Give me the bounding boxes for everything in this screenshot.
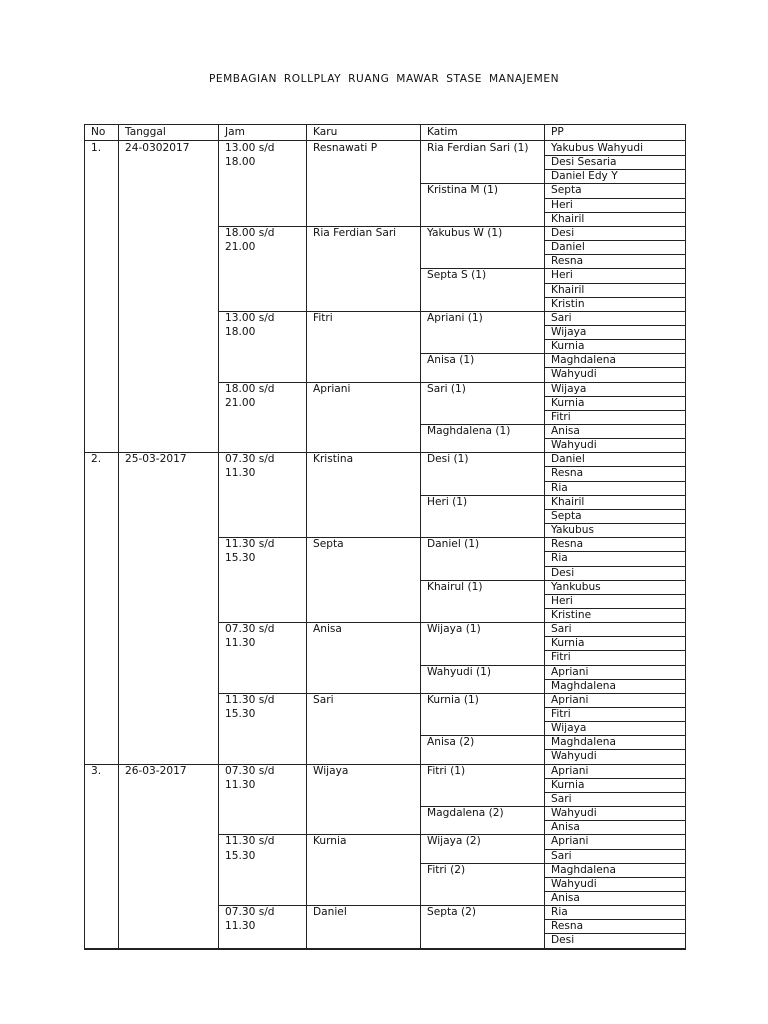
katim-cell: Septa S (1): [427, 269, 487, 282]
katim-cell: Magdalena (2): [427, 807, 504, 820]
pp-cell: Apriani: [551, 764, 589, 777]
pp-cell: Kristine: [551, 608, 592, 621]
pp-cell: Kurnia: [551, 396, 585, 409]
katim-cell: Wijaya (2): [427, 835, 481, 848]
karu-cell: Sari: [313, 693, 334, 706]
pp-cell: Sari: [551, 623, 572, 636]
pp-cell: Khairil: [551, 283, 585, 296]
katim-cell: Wahyudi (1): [427, 665, 492, 678]
pp-cell: Resna: [551, 255, 584, 268]
pp-cell: Maghdalena: [551, 679, 616, 692]
pp-cell: Sari: [551, 311, 572, 324]
time-end: 21.00: [225, 396, 256, 409]
katim-cell: Daniel (1): [427, 538, 480, 551]
katim-cell: Anisa (1): [427, 354, 475, 367]
pp-cell: Resna: [551, 538, 584, 551]
time-start: 11.30 s/d: [225, 835, 275, 848]
time-start: 13.00 s/d: [225, 142, 275, 154]
pp-cell: Yankubus: [551, 580, 601, 593]
karu-cell: Ria Ferdian Sari: [313, 226, 397, 239]
pp-cell: Wahyudi: [551, 750, 597, 763]
header-no: No: [91, 126, 106, 138]
pp-cell: Kurnia: [551, 340, 585, 353]
pp-cell: Ria: [551, 906, 568, 919]
katim-cell: Apriani (1): [427, 311, 483, 324]
time-start: 07.30 s/d: [225, 453, 275, 466]
header-tanggal: Tanggal: [125, 126, 166, 138]
katim-cell: Fitri (2): [427, 863, 466, 876]
pp-cell: Anisa: [551, 891, 580, 904]
date-cell: 25-03-2017: [125, 453, 187, 466]
pp-cell: Desi: [551, 566, 575, 579]
group-rule: [84, 948, 686, 949]
katim-cell: Sari (1): [427, 382, 466, 395]
pp-cell: Yakubus: [551, 524, 594, 537]
pp-cell: Desi Sesaria: [551, 156, 617, 169]
time-start: 13.00 s/d: [225, 311, 275, 324]
katim-cell: Yakubus W (1): [427, 226, 503, 239]
pp-cell: Resna: [551, 467, 584, 480]
row-number: 2.: [91, 453, 102, 466]
time-start: 11.30 s/d: [225, 538, 275, 551]
katim-cell: Fitri (1): [427, 764, 466, 777]
pp-cell: Apriani: [551, 693, 589, 706]
pp-cell: Apriani: [551, 835, 589, 848]
pp-cell: Fitri: [551, 410, 571, 423]
time-start: 18.00 s/d: [225, 382, 275, 395]
pp-cell: Kurnia: [551, 778, 585, 791]
pp-cell: Maghdalena: [551, 736, 616, 749]
pp-cell: Wahyudi: [551, 439, 597, 452]
pp-cell: Khairil: [551, 495, 585, 508]
pp-cell: Maghdalena: [551, 354, 616, 367]
pp-cell: Apriani: [551, 665, 589, 678]
katim-cell: Desi (1): [427, 453, 469, 466]
time-end: 11.30: [225, 778, 256, 791]
katim-cell: Kurnia (1): [427, 693, 479, 706]
katim-cell: Septa (2): [427, 906, 476, 919]
header-jam: Jam: [225, 126, 245, 138]
column-rule: [118, 124, 119, 950]
time-end: 21.00: [225, 241, 256, 254]
karu-cell: Kristina: [313, 453, 354, 466]
katim-cell: Kristina M (1): [427, 184, 498, 197]
time-end: 11.30: [225, 467, 256, 480]
pp-cell: Kurnia: [551, 637, 585, 650]
pp-cell: Sari: [551, 849, 572, 862]
pp-cell: Fitri: [551, 651, 571, 664]
time-start: 07.30 s/d: [225, 623, 275, 636]
pp-cell: Septa: [551, 184, 582, 197]
karu-cell: Fitri: [313, 311, 333, 324]
karu-cell: Wijaya: [313, 764, 349, 777]
pp-cell: Wahyudi: [551, 368, 597, 381]
time-start: 11.30 s/d: [225, 693, 275, 706]
row-number: 3.: [91, 764, 102, 777]
time-end: 18.00: [225, 156, 256, 169]
time-start: 07.30 s/d: [225, 764, 275, 777]
katim-cell: Khairul (1): [427, 580, 483, 593]
karu-cell: Apriani: [313, 382, 351, 395]
pp-cell: Desi: [551, 226, 575, 239]
karu-cell: Kurnia: [313, 835, 347, 848]
time-end: 15.30: [225, 552, 256, 565]
pp-cell: Ria: [551, 552, 568, 565]
pp-cell: Anisa: [551, 821, 580, 834]
pp-cell: Wahyudi: [551, 877, 597, 890]
row-rule: [84, 124, 686, 125]
pp-cell: Heri: [551, 594, 573, 607]
pp-cell: Wahyudi: [551, 807, 597, 820]
pp-cell: Desi: [551, 934, 575, 947]
pp-cell: Khairil: [551, 212, 585, 225]
page-title: PEMBAGIAN ROLLPLAY RUANG MAWAR STASE MANAJEMEN: [208, 73, 560, 85]
pp-cell: Septa: [551, 509, 582, 522]
time-end: 18.00: [225, 325, 256, 338]
pp-cell: Kristin: [551, 297, 585, 310]
pp-cell: Daniel: [551, 241, 585, 254]
karu-cell: Daniel: [313, 906, 347, 919]
pp-cell: Fitri: [551, 708, 571, 720]
pp-cell: Ria: [551, 481, 568, 494]
schedule-table: [84, 124, 686, 950]
date-cell: 24-0302017: [125, 142, 190, 154]
header-karu: Karu: [313, 126, 338, 138]
time-end: 15.30: [225, 849, 256, 862]
karu-cell: Septa: [313, 538, 344, 551]
pp-cell: Wijaya: [551, 382, 587, 395]
katim-cell: Wijaya (1): [427, 623, 481, 636]
katim-cell: Ria Ferdian Sari (1): [427, 142, 529, 154]
pp-cell: Wijaya: [551, 722, 587, 735]
katim-cell: Maghdalena (1): [427, 425, 511, 437]
time-start: 07.30 s/d: [225, 906, 275, 919]
pp-cell: Sari: [551, 792, 572, 805]
pp-cell: Heri: [551, 269, 573, 282]
karu-cell: Anisa: [313, 623, 342, 636]
pp-cell: Daniel Edy Y: [551, 170, 618, 183]
pp-cell: Maghdalena: [551, 863, 616, 876]
time-end: 11.30: [225, 637, 256, 650]
date-cell: 26-03-2017: [125, 764, 187, 777]
header-pp: PP: [551, 126, 564, 138]
time-end: 11.30: [225, 920, 256, 933]
karu-cell: Resnawati P: [313, 142, 378, 154]
time-end: 15.30: [225, 708, 256, 720]
time-start: 18.00 s/d: [225, 226, 275, 239]
pp-cell: Wijaya: [551, 325, 587, 338]
row-rule: [84, 949, 686, 950]
header-katim: Katim: [427, 126, 458, 138]
pp-cell: Resna: [551, 920, 584, 933]
katim-cell: Heri (1): [427, 495, 468, 508]
pp-cell: Yakubus Wahyudi: [551, 142, 644, 154]
katim-cell: Anisa (2): [427, 736, 475, 749]
row-number: 1.: [91, 142, 102, 154]
pp-cell: Heri: [551, 198, 573, 211]
pp-cell: Daniel: [551, 453, 585, 466]
pp-cell: Anisa: [551, 425, 580, 437]
column-rule: [84, 124, 85, 950]
